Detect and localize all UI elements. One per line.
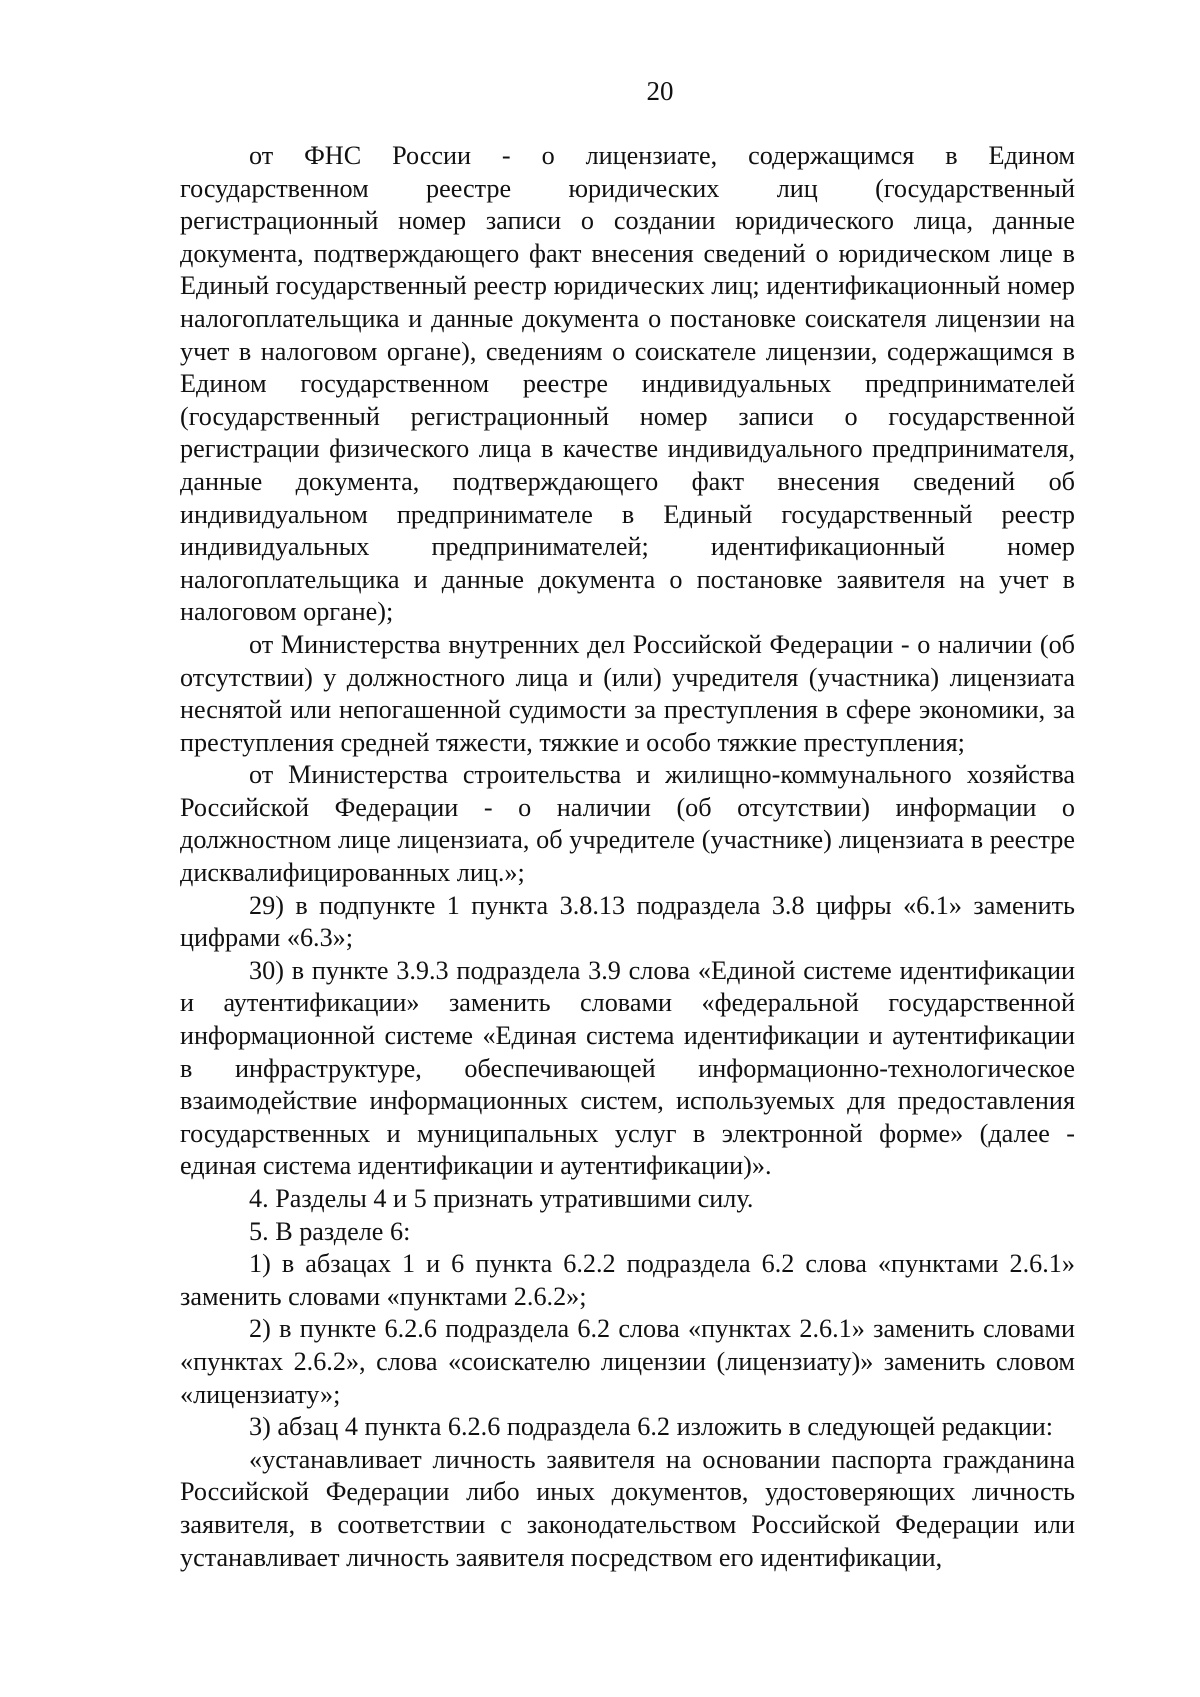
paragraph-fns: от ФНС России - о лицензиате, содержащимся в Едином государственном реестре юридических лиц (государственный регистрационный номер записи о создании юридического лица, данные документа, подтверждающего факт внесения сведений о юридическом лице в Единый государственный реестр юридических лиц; идентификационный номер налогоплательщика и данные документа о постановке соискателя лицензии на учет в налоговом органе), сведениям о соискателе лицензии, содержащимся в Едином государственном реестре индивидуальных предпринимателей (государственный регистрационный номер записи о государственной регистрации физического лица в качестве индивидуального предпринимателя, данные документа, подтверждающего факт внесения сведений об индивидуальном предпринимателе в Единый государственный реестр индивидуальных предпринимателей; идентификационный номер налогоплательщика и данные документа о постановке заявителя на учет в налоговом органе); [180,141,1075,627]
paragraph-item-29: 29) в подпункте 1 пункта 3.8.13 подраздела 3.8 цифры «6.1» заменить цифрами «6.3»; [180,890,1075,953]
paragraph-section-4-5: 4. Разделы 4 и 5 признать утратившими силу. [249,1184,754,1213]
paragraph-item-2: 2) в пункте 6.2.6 подраздела 6.2 слова «пунктах 2.6.1» заменить словами «пунктах 2.6.2», слова «соискателю лицензии (лицензиату)» заменить словом «лицензиату»; [180,1314,1075,1409]
paragraph-item-3: 3) абзац 4 пункта 6.2.6 подраздела 6.2 изложить в следующей редакции: [249,1412,1054,1442]
paragraph-quote: «устанавливает личность заявителя на основании паспорта гражданина Российской Федерации либо иных документов, удостоверяющих личность заявителя, в соответствии с законодательством Российской Федерации или устанавливает личность заявителя посредством его идентификации, [180,1444,1075,1572]
paragraph-item-1: 1) в абзацах 1 и 6 пункта 6.2.2 подраздела 6.2 слова «пунктами 2.6.1» заменить словами «пунктами 2.6.2»; [180,1249,1075,1311]
page-number: 20 [646,76,674,106]
paragraph-section-6: 5. В разделе 6: [249,1216,411,1246]
paragraph-mvd: от Министерства внутренних дел Российской Федерации - о наличии (об отсутствии) у должностного лица и (или) учредителя (участника) лицензиата неснятой или непогашенной судимости за преступления в сфере экономики, за преступления средней тяжести, тяжкие и особо тяжкие преступления; [180,629,1075,757]
paragraph-minstroy: от Министерства строительства и жилищно-коммунального хозяйства Российской Федерации - о наличии (об отсутствии) информации о должностном лице лицензиата, об учредителе (участнике) лицензиата в реестре дисквалифицированных лиц.»; [180,760,1075,888]
document-body [180,140,1075,1574]
paragraph-item-30: 30) в пункте 3.9.3 подраздела 3.9 слова «Единой системе идентификации и аутентификации» заменить словами «федеральной государственной информационной системе «Единая система идентификации и аутентификации в инфраструктуре, обеспечивающей информационно-технологическое взаимодействие информационных систем, используемых для предоставления государственных и муниципальных услуг в электронной форме» (далее - единая система идентификации и аутентификации)». [180,955,1075,1181]
